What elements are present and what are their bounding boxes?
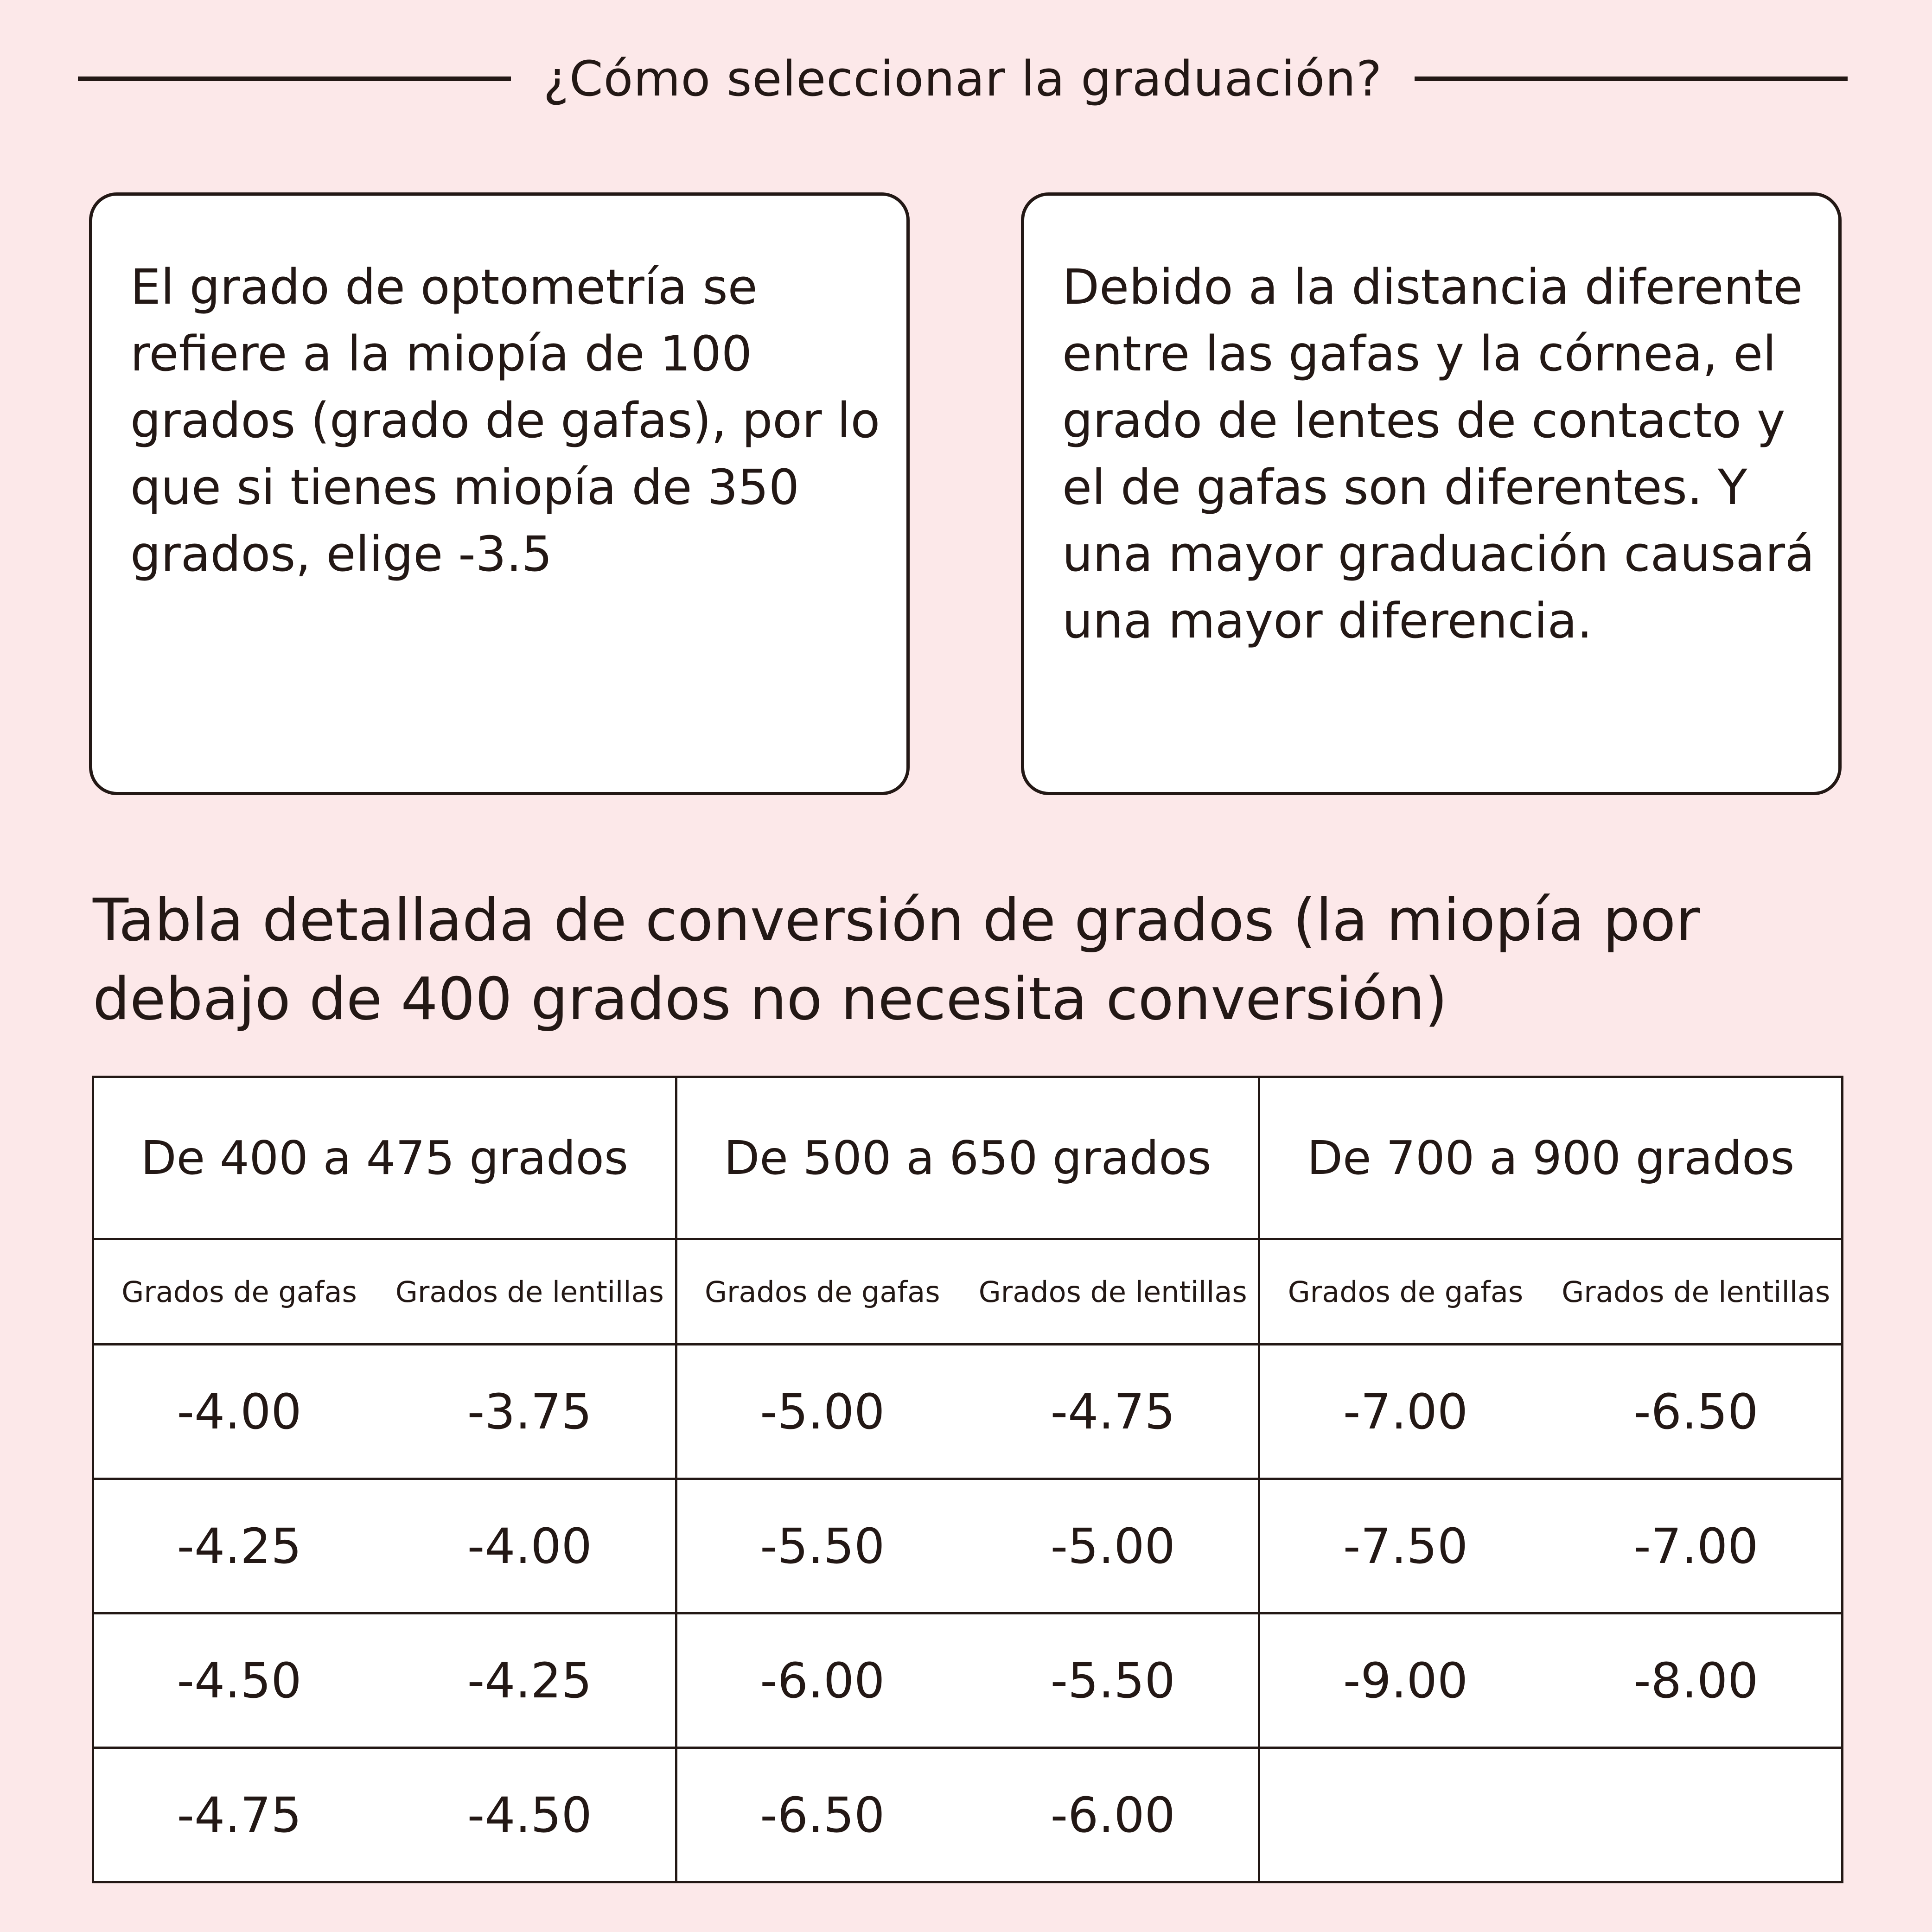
info-card-optometry [89,192,910,795]
group-header-row [93,1077,1843,1239]
info-card-text: Debido a la distancia diferente entre las gafas y la córnea, el grado de lentes de contacto y el de gafas son diferentes. Y una mayor graduación causará una mayor diferencia. [1062,259,1815,649]
subheader-row [93,1239,1843,1345]
header-right-rule [1415,77,1848,81]
table-row [93,1613,1843,1748]
subheader-glasses: Grados de gafas [1259,1239,1551,1345]
header [78,44,1848,114]
table-cell: -4.25 [384,1613,676,1748]
table-cell: -4.75 [93,1748,385,1882]
table-cell: -5.00 [676,1345,968,1479]
group-header-700-900: De 700 a 900 grados [1259,1077,1843,1239]
table-cell: -3.75 [384,1345,676,1479]
table-cell: -4.00 [384,1479,676,1613]
table-cell: -9.00 [1259,1613,1551,1748]
table-cell: -7.00 [1259,1345,1551,1479]
table-cell: -5.50 [676,1479,968,1613]
table-row [93,1345,1843,1479]
group-header-500-650: De 500 a 650 grados [676,1077,1259,1239]
conversion-table [92,1076,1843,1883]
table-cell: -4.25 [93,1479,385,1613]
subheader-lenses: Grados de lentillas [968,1239,1259,1345]
table-cell: -6.00 [968,1748,1259,1882]
subheader-glasses: Grados de gafas [93,1239,385,1345]
header-left-rule [78,77,511,81]
table-cell: -6.50 [1551,1345,1843,1479]
table-cell: -4.00 [93,1345,385,1479]
subheader-lenses: Grados de lentillas [1551,1239,1843,1345]
page-title: ¿Cómo seleccionar la graduación? [543,51,1383,107]
table-cell: -7.50 [1259,1479,1551,1613]
table-cell [1259,1748,1551,1882]
table-cell: -6.00 [676,1613,968,1748]
table-row [93,1748,1843,1882]
table-cell: -4.75 [968,1345,1259,1479]
table-title: Tabla detallada de conversión de grados (la miopía por debajo de 400 grados no necesita conversión) [93,886,1700,1033]
table-cell: -6.50 [676,1748,968,1882]
table-cell: -5.00 [968,1479,1259,1613]
subheader-lenses: Grados de lentillas [384,1239,676,1345]
info-card-distance [1021,192,1842,795]
table-cell [1551,1748,1843,1882]
subheader-glasses: Grados de gafas [676,1239,968,1345]
table-cell: -7.00 [1551,1479,1843,1613]
table-cell: -8.00 [1551,1613,1843,1748]
table-cell: -4.50 [384,1748,676,1882]
table-row [93,1479,1843,1613]
table-cell: -4.50 [93,1613,385,1748]
table-cell: -5.50 [968,1613,1259,1748]
info-card-text: El grado de optometría se refiere a la miopía de 100 grados (grado de gafas), por lo que si tienes miopía de 350 grados, elige -3.5 [130,259,880,582]
group-header-400-475: De 400 a 475 grados [93,1077,676,1239]
